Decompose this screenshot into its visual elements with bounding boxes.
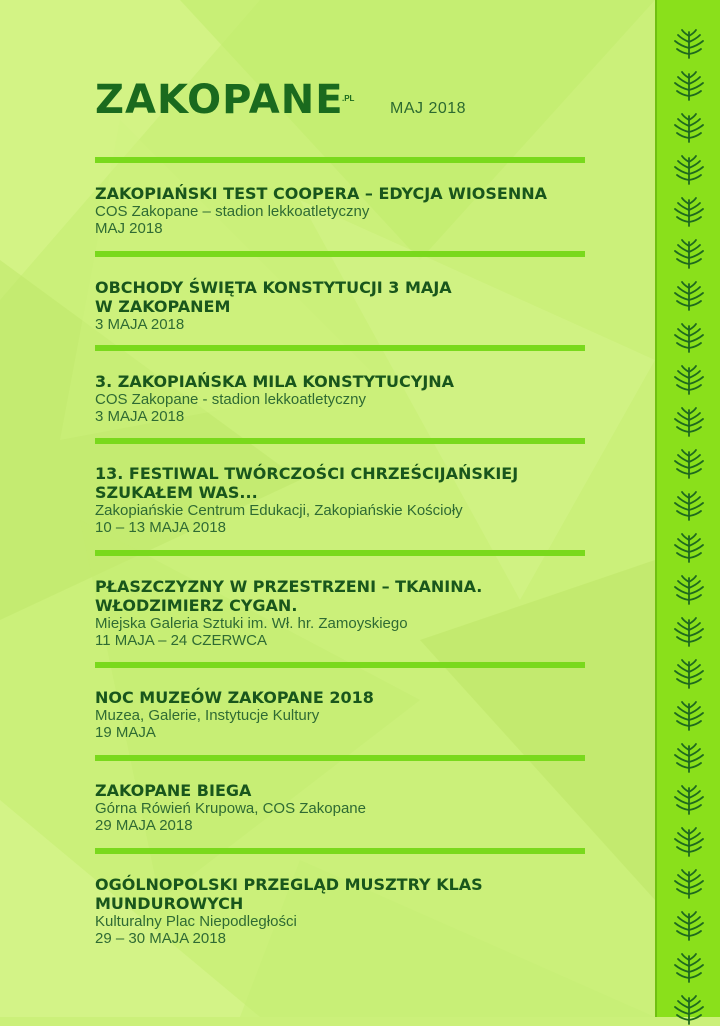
leaf-sprig-icon <box>669 826 709 858</box>
divider <box>95 848 585 854</box>
divider <box>95 662 585 668</box>
event-title: OBCHODY ŚWIĘTA KONSTYTUCJI 3 MAJA <box>95 278 452 297</box>
leaf-sprig-icon <box>669 490 709 522</box>
event-item <box>95 875 595 947</box>
leaf-sprig-icon <box>669 616 709 648</box>
event-venue: Muzea, Galerie, Instytucje Kultury <box>95 707 320 724</box>
leaf-sprig-icon <box>669 280 709 312</box>
event-date: 11 MAJA – 24 CZERWCA <box>95 632 268 649</box>
divider <box>95 157 585 163</box>
event-venue: COS Zakopane - stadion lekkoatletyczny <box>95 391 366 408</box>
event-title: SZUKAŁEM WAS... <box>95 483 258 502</box>
event-title: PŁASZCZYZNY W PRZESTRZENI – TKANINA. <box>95 577 483 596</box>
event-item <box>95 372 595 425</box>
event-venue: Zakopiańskie Centrum Edukacji, Zakopiańskie Kościoły <box>95 502 463 519</box>
leaf-sprig-icon <box>669 910 709 942</box>
event-venue: COS Zakopane – stadion lekkoatletyczny <box>95 203 370 220</box>
event-item <box>95 184 595 237</box>
event-venue: Miejska Galeria Sztuki im. Wł. hr. Zamoyskiego <box>95 615 408 632</box>
event-venue: Kulturalny Plac Niepodległości <box>95 913 297 930</box>
leaf-sprig-icon <box>669 742 709 774</box>
event-item <box>95 278 595 333</box>
event-date: 3 MAJA 2018 <box>95 316 185 333</box>
issue-date: MAJ 2018 <box>390 100 467 117</box>
event-venue: Górna Rówień Krupowa, COS Zakopane <box>95 800 366 817</box>
event-date: MAJ 2018 <box>95 220 163 237</box>
leaf-sprig-icon <box>669 364 709 396</box>
event-title: 13. FESTIWAL TWÓRCZOŚCI CHRZEŚCIJAŃSKIEJ <box>95 464 519 483</box>
event-item <box>95 464 595 536</box>
leaf-sprig-icon <box>669 196 709 228</box>
leaf-sprig-icon <box>669 532 709 564</box>
event-item <box>95 577 595 649</box>
event-date: 29 – 30 MAJA 2018 <box>95 930 226 947</box>
divider <box>95 251 585 257</box>
event-title: OGÓLNOPOLSKI PRZEGLĄD MUSZTRY KLAS <box>95 875 483 894</box>
event-date: 10 – 13 MAJA 2018 <box>95 519 226 536</box>
leaf-sprig-icon <box>669 700 709 732</box>
event-title: 3. ZAKOPIAŃSKA MILA KONSTYTUCYJNA <box>95 372 455 391</box>
leaf-sprig-icon <box>669 448 709 480</box>
event-date: 29 MAJA 2018 <box>95 817 193 834</box>
leaf-sprig-icon <box>669 784 709 816</box>
event-title: ZAKOPIAŃSKI TEST COOPERA – EDYCJA WIOSENNA <box>95 184 547 203</box>
leaf-sprig-icon <box>669 112 709 144</box>
side-decoration-strip <box>655 0 720 1017</box>
leaf-sprig-icon <box>669 574 709 606</box>
divider <box>95 345 585 351</box>
event-item <box>95 688 595 741</box>
leaf-sprig-icon <box>669 994 709 1026</box>
leaf-sprig-icon <box>669 28 709 60</box>
leaf-sprig-icon <box>669 868 709 900</box>
event-item <box>95 781 595 834</box>
divider <box>95 755 585 761</box>
event-title: MUNDUROWYCH <box>95 894 244 913</box>
logo-wordmark: ZAKOPANE <box>95 77 344 123</box>
event-title: NOC MUZEÓW ZAKOPANE 2018 <box>95 688 374 707</box>
divider <box>95 550 585 556</box>
logo-suffix: .PL <box>342 94 355 103</box>
divider <box>95 438 585 444</box>
leaf-sprig-icon <box>669 238 709 270</box>
header <box>95 78 595 128</box>
leaf-sprig-icon <box>669 658 709 690</box>
event-date: 19 MAJA <box>95 724 156 741</box>
event-title: ZAKOPANE BIEGA <box>95 781 252 800</box>
leaf-sprig-icon <box>669 406 709 438</box>
leaf-sprig-icon <box>669 952 709 984</box>
leaf-sprig-icon <box>669 322 709 354</box>
event-title: W ZAKOPANEM <box>95 297 231 316</box>
event-date: 3 MAJA 2018 <box>95 408 185 425</box>
event-title: WŁODZIMIERZ CYGAN. <box>95 596 298 615</box>
leaf-sprig-icon <box>669 70 709 102</box>
leaf-sprig-icon <box>669 154 709 186</box>
